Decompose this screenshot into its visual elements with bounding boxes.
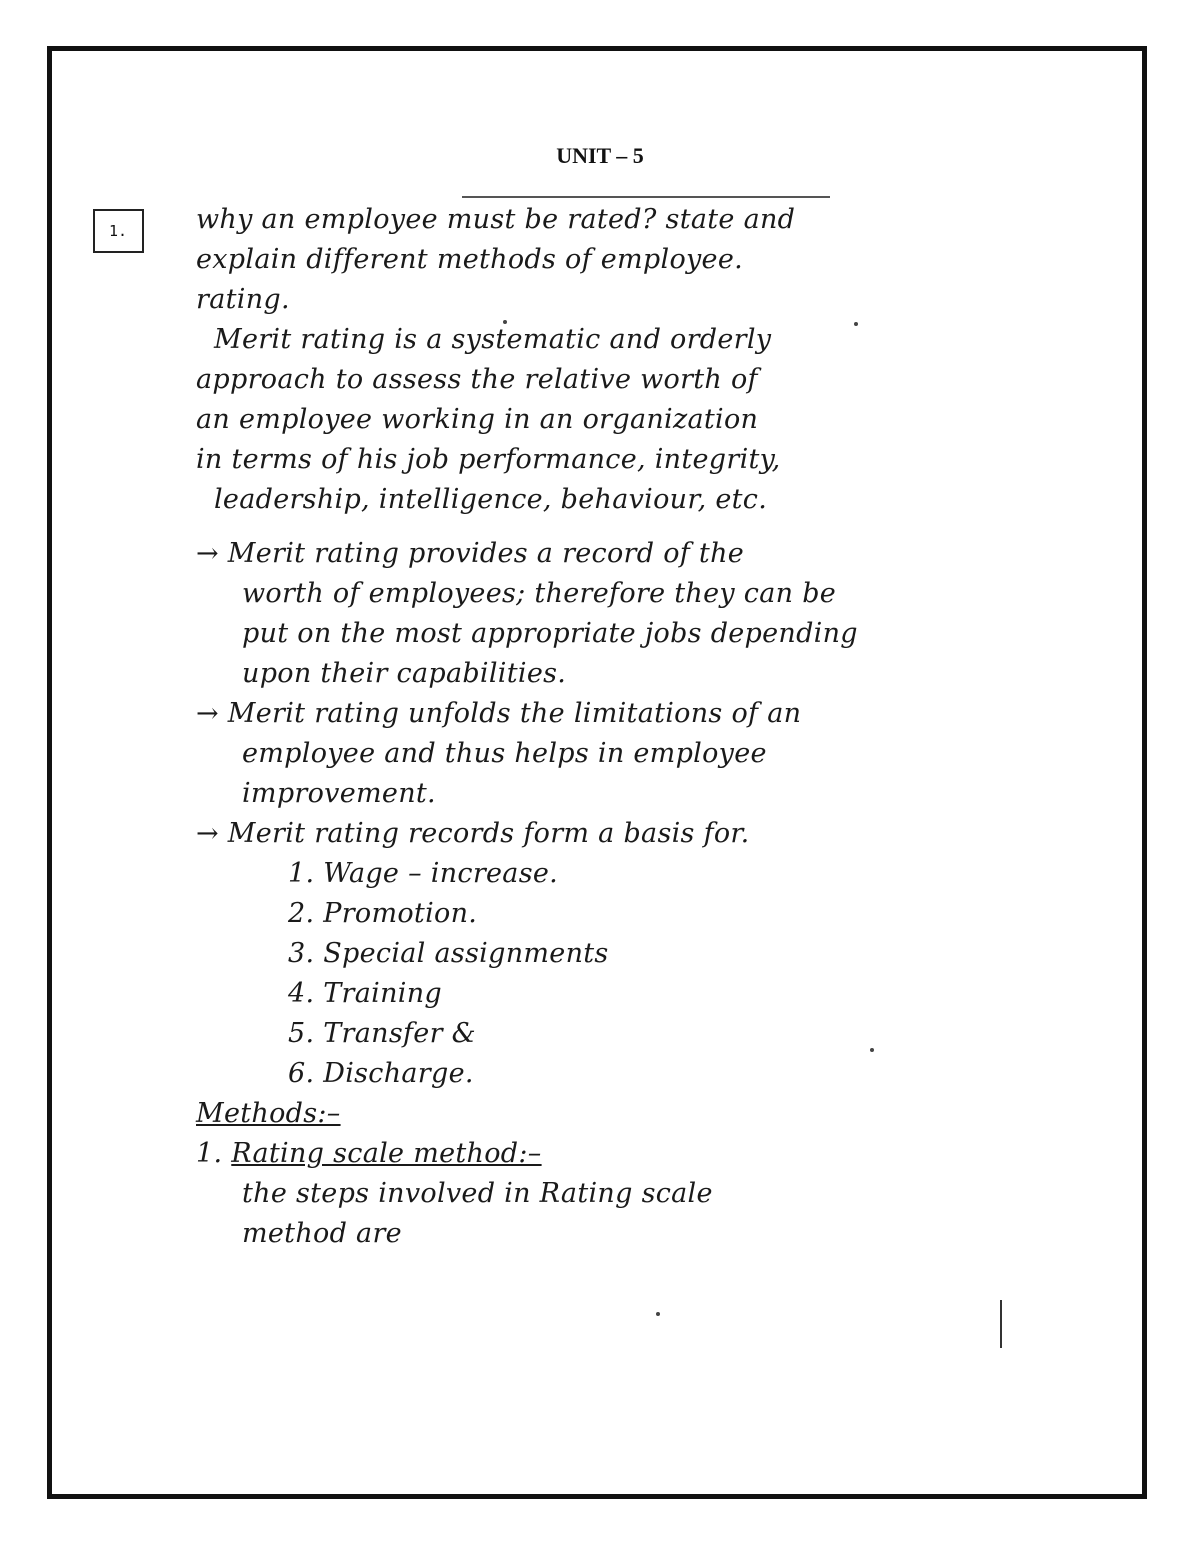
basis-list-item: 5. Transfer & [288, 1018, 476, 1049]
ink-speck [870, 1048, 874, 1052]
question-number-box: 1. [93, 209, 144, 253]
method-number: 1. [196, 1138, 223, 1169]
unit-title: UNIT – 5 [556, 143, 644, 168]
basis-list-item: 1. Wage – increase. [288, 858, 559, 889]
point-line: → Merit rating provides a record of the [196, 538, 745, 569]
point-line: → Merit rating unfolds the limitations of an [196, 698, 802, 729]
methods-heading-text: Methods:– [196, 1098, 341, 1129]
method-steps-line: the steps involved in Rating scale [242, 1178, 713, 1209]
basis-list-item: 2. Promotion. [288, 898, 478, 929]
ink-speck [656, 1312, 660, 1316]
basis-list-item: 3. Special assignments [288, 938, 609, 969]
definition-line: leadership, intelligence, behaviour, etc. [214, 484, 768, 515]
question-line: rating. [196, 284, 290, 315]
point-line: employee and thus helps in employee [242, 738, 767, 769]
handwritten-notes [196, 200, 996, 1254]
question-line: explain different methods of employee. [196, 244, 743, 275]
definition-line: an employee working in an organization [196, 404, 759, 435]
point-line: upon their capabilities. [242, 658, 567, 689]
margin-mark [1000, 1300, 1002, 1348]
point-line: put on the most appropriate jobs depending [242, 618, 858, 649]
title-underline [462, 196, 830, 198]
basis-list-item: 6. Discharge. [288, 1058, 474, 1089]
definition-line: approach to assess the relative worth of [196, 364, 758, 395]
point-line: worth of employees; therefore they can be [242, 578, 837, 609]
method-title-line [196, 1134, 996, 1174]
basis-list-item: 4. Training [288, 978, 442, 1009]
ink-speck [854, 322, 858, 326]
method-steps-line: method are [242, 1218, 402, 1249]
question-line: why an employee must be rated? state and [196, 204, 796, 235]
point-line: improvement. [242, 778, 436, 809]
point-line: → Merit rating records form a basis for. [196, 818, 750, 849]
methods-heading [196, 1094, 996, 1134]
definition-line: Merit rating is a systematic and orderly [214, 324, 772, 355]
method-title: Rating scale method:– [231, 1138, 542, 1169]
definition-line: in terms of his job performance, integrity, [196, 444, 781, 475]
ink-speck [503, 320, 507, 324]
